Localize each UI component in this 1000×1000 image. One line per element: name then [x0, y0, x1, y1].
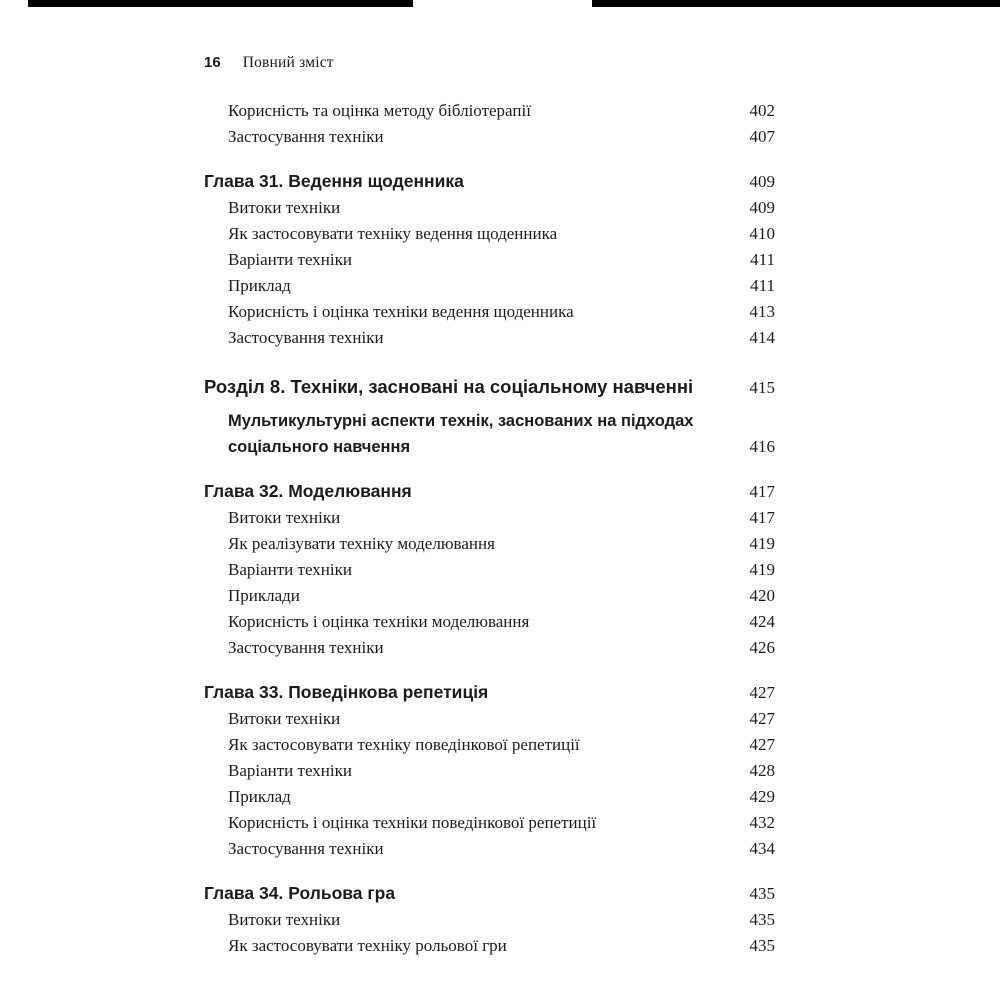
toc-entry-page: 435 [749, 936, 775, 955]
scan-artifact-top-right [592, 0, 1000, 7]
toc-entry-page: 426 [749, 638, 775, 657]
toc-entry-label: Глава 33. Поведінкова репетиція [204, 682, 489, 702]
toc-entry-page: 427 [749, 709, 775, 728]
toc-entry [204, 478, 775, 505]
toc-entry [204, 679, 775, 706]
toc-entry-label: Витоки техніки [228, 910, 341, 929]
toc-entry-label: Приклади [228, 586, 300, 605]
toc-entry-page: 427 [749, 683, 775, 702]
toc-entry-label: Глава 34. Рольова гра [204, 883, 396, 903]
toc-entry-page: 434 [749, 839, 775, 858]
toc-entry-page: 407 [749, 127, 775, 146]
toc-entry [204, 758, 775, 784]
toc-entry-page: 424 [749, 612, 775, 631]
toc-entry-page: 429 [749, 787, 775, 806]
toc-entry [204, 706, 775, 732]
toc-entry-label: Корисність і оцінка техніки моделювання [228, 612, 530, 631]
toc-entry-page: 420 [749, 586, 775, 605]
toc-entry-label: Глава 32. Моделювання [204, 481, 412, 501]
toc-entry-page: 432 [749, 813, 775, 832]
scan-artifact-top-left [28, 0, 413, 7]
toc-entry [204, 732, 775, 758]
toc-entry-page: 402 [749, 101, 775, 120]
toc-entry-page: 419 [749, 560, 775, 579]
toc-entry-page: 409 [749, 172, 775, 191]
toc-entry-label: Витоки техніки [228, 198, 341, 217]
toc-entry [204, 195, 775, 221]
toc-entry [204, 907, 775, 933]
toc-entry [204, 557, 775, 583]
toc-entry-page: 411 [750, 276, 775, 295]
toc-entry-label: Корисність і оцінка техніки поведінкової репетиції [228, 813, 597, 832]
toc-entry-label: Варіанти техніки [228, 560, 352, 579]
toc-entry-label: Як застосовувати техніку ведення щоденника [228, 224, 558, 243]
toc-entry [204, 374, 775, 401]
toc-entry-page: 417 [749, 508, 775, 527]
toc-entry-label: Застосування техніки [228, 638, 384, 657]
toc-entry [204, 273, 775, 299]
toc-entry-label: Корисність та оцінка методу бібліотерапії [228, 101, 531, 120]
toc-entry [204, 635, 775, 661]
toc-entry-label: Як реалізувати техніку моделювання [228, 534, 495, 553]
book-page [204, 54, 775, 959]
toc-entry-label: Приклад [228, 276, 291, 295]
toc-entry [204, 408, 775, 460]
toc-entry-page: 428 [749, 761, 775, 780]
toc-entry-label: Витоки техніки [228, 709, 341, 728]
toc-entry [204, 933, 775, 959]
page-number: 16 [204, 54, 221, 71]
toc-entry [204, 836, 775, 862]
toc-entry-page: 410 [749, 224, 775, 243]
toc-entry-label: Варіанти техніки [228, 761, 352, 780]
toc-entry-label: Застосування техніки [228, 127, 384, 146]
toc-entry-label: Витоки техніки [228, 508, 341, 527]
toc-entry [204, 583, 775, 609]
toc-entry [204, 124, 775, 150]
toc-entry-page: 411 [750, 250, 775, 269]
toc-entry-label: Застосування техніки [228, 328, 384, 347]
toc-entry-label: Глава 31. Ведення щоденника [204, 171, 464, 191]
toc-entry-label: Варіанти техніки [228, 250, 352, 269]
toc-entry-page: 413 [749, 302, 775, 321]
toc-entry [204, 98, 775, 124]
toc-entry [204, 609, 775, 635]
running-header: Повний зміст [242, 54, 334, 71]
toc-entry [204, 784, 775, 810]
toc-entry [204, 168, 775, 195]
toc-entry-page: 415 [749, 378, 775, 397]
page-header [204, 54, 775, 72]
toc-entry-label: Корисність і оцінка техніки ведення щоденника [228, 302, 574, 321]
toc-entry [204, 531, 775, 557]
toc-entry-page: 419 [749, 534, 775, 553]
toc-entry-page: 435 [749, 884, 775, 903]
toc-entry [204, 299, 775, 325]
toc-entry-label: Мультикультурні аспекти технік, заснованих на підходах соціального навчення [228, 412, 694, 456]
toc-entry [204, 221, 775, 247]
toc-entry-label: Розділ 8. Техніки, засновані на соціальному навченні [204, 376, 694, 397]
toc-entry-page: 417 [749, 482, 775, 501]
toc-entry-label: Як застосовувати техніку рольової гри [228, 936, 507, 955]
toc-list [204, 98, 775, 959]
toc-entry-page: 416 [749, 437, 775, 456]
toc-entry-label: Як застосовувати техніку поведінкової репетиції [228, 735, 580, 754]
toc-entry [204, 247, 775, 273]
toc-entry [204, 880, 775, 907]
toc-entry-label: Застосування техніки [228, 839, 384, 858]
toc-entry-page: 414 [749, 328, 775, 347]
toc-entry [204, 810, 775, 836]
toc-entry-page: 427 [749, 735, 775, 754]
toc-entry-page: 435 [749, 910, 775, 929]
toc-entry [204, 505, 775, 531]
toc-entry-page: 409 [749, 198, 775, 217]
toc-entry [204, 325, 775, 351]
toc-entry-label: Приклад [228, 787, 291, 806]
